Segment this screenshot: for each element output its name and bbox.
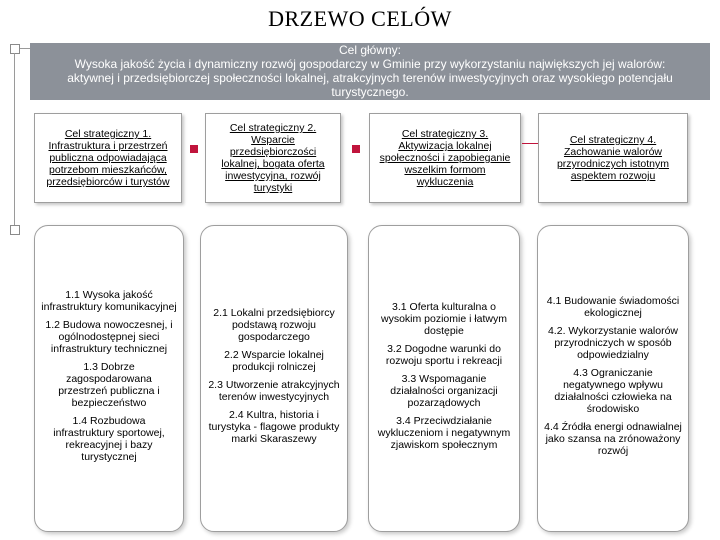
main-goal-box: [30, 43, 710, 100]
operational-goal-3-1: 3.1 Oferta kulturalna o wysokim poziomie i łatwym dostępie: [380, 300, 508, 337]
operational-goal-2-3: 2.3 Utworzenie atrakcyjnych terenów inwestycyjnych: [208, 378, 340, 403]
decorative-line: [20, 48, 30, 49]
connector-line: [522, 143, 538, 144]
main-goal-text: Wysoka jakość życia i dynamiczny rozwój gospodarczy w Gminie przy wykorzystaniu największych jej walorów: aktywnej i przedsiębiorczej społeczności lokalnej, atrakcyjnych terenów inwestycyjnych oraz wysokiego potencjału turystycznego.: [67, 57, 673, 99]
operational-goal-1-1: 1.1 Wysoka jakość infrastruktury komunikacyjnej: [41, 288, 177, 313]
operational-goal-3-3: 3.3 Wspomaganie działalności organizacji pozarządowych: [390, 372, 498, 409]
decorative-line: [14, 53, 15, 225]
main-goal-label: Cel główny:: [338, 43, 402, 57]
operational-goal-1-4: 1.4 Rozbudowa infrastruktury sportowej, rekreacyjnej i bazy turystycznej: [53, 414, 165, 463]
operational-goal-4-2: 4.2. Wykorzystanie walorów przyrodniczych w sposób odpowiedzialny: [547, 324, 679, 361]
strategic-goal-4: [538, 113, 688, 203]
strategic-goal-1-text: Cel strategiczny 1. Infrastruktura i przestrzeń publiczna odpowiadająca potrzebom mieszkańców, przedsiębiorców i turystów: [46, 128, 170, 188]
connector-marker: [352, 145, 360, 153]
operational-goals-1: [34, 225, 184, 532]
operational-goals-4: [537, 225, 689, 532]
operational-goal-3-2: 3.2 Dogodne warunki do rozwoju sportu i rekreacji: [385, 342, 503, 367]
strategic-goal-2: [205, 113, 341, 203]
operational-goal-4-3: 4.3 Ograniczanie negatywnego wpływu działalności człowieka na środowisko: [554, 366, 672, 415]
operational-goal-2-1: 2.1 Lokalni przedsiębiorcy podstawą rozwoju gospodarczego: [213, 306, 335, 343]
strategic-goal-3: [369, 113, 521, 203]
page-title: DRZEWO CELÓW: [268, 6, 452, 31]
strategic-goal-2-text: Cel strategiczny 2. Wsparcie przedsiębiorczości lokalnej, bogata oferta inwestycyjna, rozwój turystyki: [221, 122, 325, 194]
strategic-goal-1: [34, 113, 182, 203]
operational-goal-2-4: 2.4 Kultra, historia i turystyka - flagowe produkty marki Skaraszewy: [208, 408, 340, 445]
operational-goals-2: [200, 225, 348, 532]
operational-goal-1-2: 1.2 Budowa nowoczesnej, i ogólnodostępnej sieci infrastruktury technicznej: [45, 318, 173, 355]
strategic-goal-3-text: Cel strategiczny 3. Aktywizacja lokalnej społeczności i zapobieganie wszelkim formom wykluczenia: [379, 128, 511, 188]
operational-goals-3: [368, 225, 520, 532]
operational-goal-3-4: 3.4 Przeciwdziałanie wykluczeniom i negatywnym zjawiskom społecznym: [377, 414, 511, 451]
decorative-square: [10, 44, 20, 54]
operational-goal-2-2: 2.2 Wsparcie lokalnej produkcji rolniczej: [224, 348, 324, 373]
operational-goal-4-4: 4.4 Źródła energi odnawialnej jako szansa na zrónoważony rozwój: [544, 420, 682, 457]
operational-goal-1-3: 1.3 Dobrze zagospodarowana przestrzeń publiczna i bezpieczeństwo: [58, 360, 160, 409]
strategic-goal-4-text: Cel strategiczny 4. Zachowanie walorów przyrodniczych istotnym aspektem rozwoju: [556, 134, 670, 182]
decorative-square: [10, 225, 20, 235]
operational-goal-4-1: 4.1 Budowanie świadomości ekologicznej: [546, 294, 680, 319]
connector-marker: [190, 145, 198, 153]
